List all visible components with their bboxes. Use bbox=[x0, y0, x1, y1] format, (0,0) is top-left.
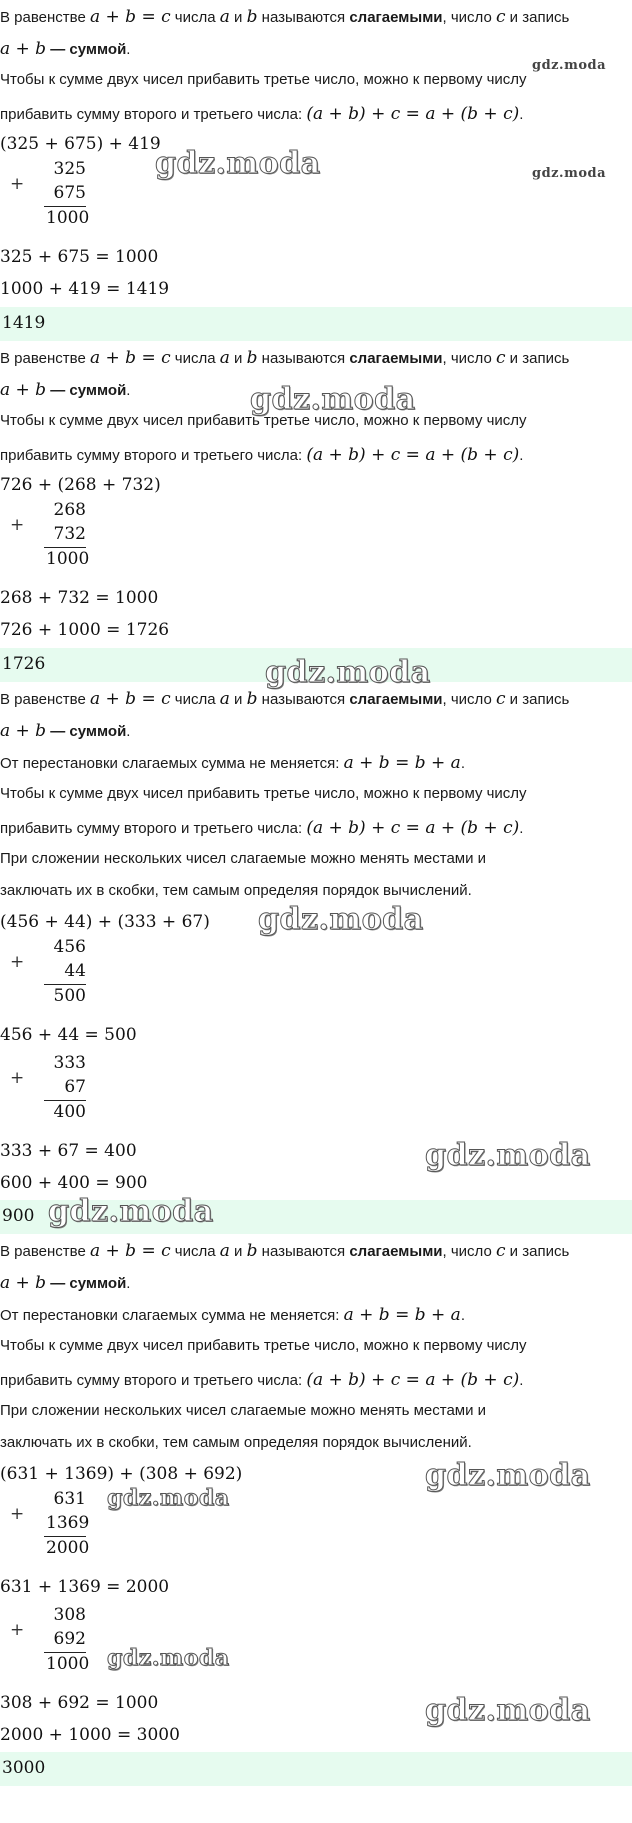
addend-2: 1369 bbox=[46, 1513, 90, 1533]
associative-line-1: Чтобы к сумме двух чисел прибавить третье число, можно к первому числу bbox=[0, 412, 527, 429]
answer-value: 900 bbox=[2, 1206, 35, 1226]
definition-line-2: a + b — суммой. bbox=[0, 39, 131, 59]
watermark-logo: gdz.moda bbox=[258, 902, 424, 937]
answer-bar bbox=[0, 307, 632, 341]
associative-line-1: Чтобы к сумме двух чисел прибавить третье число, можно к первому числу bbox=[0, 785, 527, 802]
plus-sign: + bbox=[10, 1068, 25, 1088]
plus-sign: + bbox=[10, 952, 25, 972]
watermark-logo: gdz.moda bbox=[532, 58, 607, 73]
plus-sign: + bbox=[10, 515, 25, 535]
step-2: 333 + 67 = 400 bbox=[0, 1141, 137, 1161]
step-2: 308 + 692 = 1000 bbox=[0, 1693, 159, 1713]
step-1: 268 + 732 = 1000 bbox=[0, 588, 159, 608]
step-1: 631 + 1369 = 2000 bbox=[0, 1577, 170, 1597]
column-addition bbox=[0, 499, 90, 571]
watermark-logo: gdz.moda bbox=[265, 655, 431, 690]
column-sum: 400 bbox=[53, 1102, 86, 1122]
addend-1: 333 bbox=[53, 1053, 86, 1073]
grouping-line-1: При сложении нескольких чисел слагаемые можно менять местами и bbox=[0, 850, 487, 867]
addend-2: 692 bbox=[53, 1629, 86, 1649]
associative-line-2: прибавить сумму второго и третьего числа: (a + b) + c = a + (b + c). bbox=[0, 1370, 524, 1390]
addend-2: 675 bbox=[53, 183, 86, 203]
grouping-line-1: При сложении нескольких чисел слагаемые можно менять местами и bbox=[0, 1402, 487, 1419]
expression: (325 + 675) + 419 bbox=[0, 134, 161, 154]
plus-sign: + bbox=[10, 1620, 25, 1640]
plus-sign: + bbox=[10, 174, 25, 194]
watermark-logo: gdz.moda bbox=[425, 1138, 591, 1173]
watermark-logo: gdz.moda bbox=[48, 1194, 214, 1229]
column-sum: 2000 bbox=[46, 1538, 90, 1558]
addend-1: 456 bbox=[53, 937, 86, 957]
definition-line-1: В равенстве a + b = c числа a и b называются слагаемыми, число c и запись bbox=[0, 1241, 570, 1261]
column-addition-1 bbox=[0, 936, 90, 1008]
column-sum: 1000 bbox=[46, 208, 90, 228]
step-2: 1000 + 419 = 1419 bbox=[0, 279, 170, 299]
column-sum: 1000 bbox=[46, 549, 90, 569]
plus-sign: + bbox=[10, 1504, 25, 1524]
watermark-logo: gdz.moda bbox=[107, 1485, 230, 1511]
associative-line-1: Чтобы к сумме двух чисел прибавить третье число, можно к первому числу bbox=[0, 71, 527, 88]
addend-1: 631 bbox=[53, 1489, 86, 1509]
watermark-logo: gdz.moda bbox=[425, 1458, 591, 1493]
definition-line-2: a + b — суммой. bbox=[0, 380, 131, 400]
addend-1: 308 bbox=[53, 1605, 86, 1625]
step-1: 325 + 675 = 1000 bbox=[0, 247, 159, 267]
associative-line-1: Чтобы к сумме двух чисел прибавить третье число, можно к первому числу bbox=[0, 1337, 527, 1354]
addend-2: 44 bbox=[64, 961, 86, 981]
definition-line-1: В равенстве a + b = c числа a и b называются слагаемыми, число c и запись bbox=[0, 689, 570, 709]
column-addition-2 bbox=[0, 1052, 90, 1124]
definition-line-2: a + b — суммой. bbox=[0, 1273, 131, 1293]
column-addition bbox=[0, 158, 90, 230]
expression: (631 + 1369) + (308 + 692) bbox=[0, 1464, 243, 1484]
expression: (456 + 44) + (333 + 67) bbox=[0, 912, 210, 932]
commutative-line: От перестановки слагаемых сумма не меняется: a + b = b + a. bbox=[0, 1305, 465, 1325]
column-addition-2 bbox=[0, 1604, 90, 1676]
step-2: 726 + 1000 = 1726 bbox=[0, 620, 170, 640]
addend-2: 732 bbox=[53, 524, 86, 544]
step-3: 2000 + 1000 = 3000 bbox=[0, 1725, 180, 1745]
definition-line-1: В равенстве a + b = c числа a и b называются слагаемыми, число c и запись bbox=[0, 7, 570, 27]
addend-1: 268 bbox=[53, 500, 86, 520]
step-1: 456 + 44 = 500 bbox=[0, 1025, 137, 1045]
step-3: 600 + 400 = 900 bbox=[0, 1173, 148, 1193]
watermark-logo: gdz.moda bbox=[425, 1693, 591, 1728]
addend-2: 67 bbox=[64, 1077, 86, 1097]
associative-line-2: прибавить сумму второго и третьего числа: (a + b) + c = a + (b + c). bbox=[0, 445, 524, 465]
watermark-logo: gdz.moda bbox=[107, 1645, 230, 1671]
associative-line-2: прибавить сумму второго и третьего числа: (a + b) + c = a + (b + c). bbox=[0, 818, 524, 838]
grouping-line-2: заключать их в скобки, тем самым определяя порядок вычислений. bbox=[0, 882, 472, 899]
watermark-logo: gdz.moda bbox=[532, 166, 607, 181]
expression: 726 + (268 + 732) bbox=[0, 475, 161, 495]
addend-1: 325 bbox=[53, 159, 86, 179]
column-addition-1 bbox=[0, 1488, 90, 1560]
answer-value: 1419 bbox=[2, 313, 46, 333]
column-sum: 500 bbox=[53, 986, 86, 1006]
associative-line-2: прибавить сумму второго и третьего числа: (a + b) + c = a + (b + c). bbox=[0, 104, 524, 124]
grouping-line-2: заключать их в скобки, тем самым определяя порядок вычислений. bbox=[0, 1434, 472, 1451]
commutative-line: От перестановки слагаемых сумма не меняется: a + b = b + a. bbox=[0, 753, 465, 773]
answer-value: 1726 bbox=[2, 654, 46, 674]
watermark-logo: gdz.moda bbox=[155, 146, 321, 181]
definition-line-1: В равенстве a + b = c числа a и b называются слагаемыми, число c и запись bbox=[0, 348, 570, 368]
answer-bar bbox=[0, 1752, 632, 1786]
watermark-logo: gdz.moda bbox=[250, 382, 416, 417]
definition-line-2: a + b — суммой. bbox=[0, 721, 131, 741]
column-sum: 1000 bbox=[46, 1654, 90, 1674]
answer-value: 3000 bbox=[2, 1758, 46, 1778]
